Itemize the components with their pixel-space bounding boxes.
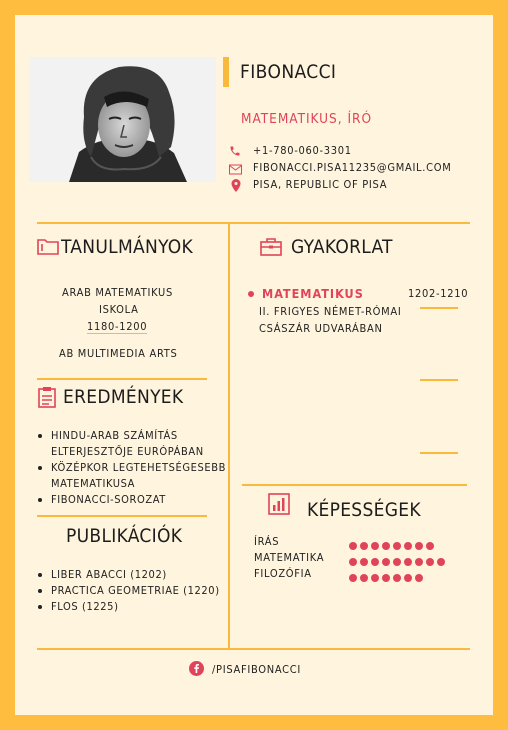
skill-name: MATEMATIKA (254, 551, 325, 564)
skill-name: ÍRÁS (254, 535, 280, 548)
education-line3: AB MULTIMEDIA ARTS (59, 347, 178, 360)
skill-dot (349, 558, 357, 566)
portrait-image (29, 57, 216, 182)
location-text: PISA, REPUBLIC OF PISA (253, 178, 388, 191)
skill-dot (382, 574, 390, 582)
briefcase-icon (260, 237, 282, 260)
skill-dot (349, 574, 357, 582)
phone-icon (229, 142, 241, 161)
exp-tick-2 (420, 379, 458, 381)
list-item: PRACTICA GEOMETRIAE (1220) (37, 583, 227, 599)
skill-dot (393, 558, 401, 566)
skills-divider (242, 484, 467, 486)
skill-dot (404, 574, 412, 582)
skill-dot (426, 558, 434, 566)
skill-dot (371, 574, 379, 582)
list-item: LIBER ABACCI (1202) (37, 567, 227, 583)
education-line2: ISKOLA (99, 303, 139, 316)
exp-tick-3 (420, 452, 458, 454)
bottom-divider (37, 648, 470, 650)
center-divider (228, 222, 230, 649)
skill-dot (360, 558, 368, 566)
achievements-divider (37, 515, 207, 517)
education-years: 1180-1200 (87, 320, 148, 333)
list-item: KÖZÉPKOR LEGTEHETSÉGESEBB MATEMATIKUSA (37, 460, 227, 492)
person-name: FIBONACCI (240, 61, 337, 83)
skill-name: FILOZÓFIA (254, 567, 312, 580)
experience-years: 1202-1210 (408, 287, 469, 300)
exp-tick-1 (420, 307, 458, 309)
skill-dot (404, 558, 412, 566)
skill-dot (349, 542, 357, 550)
clipboard-icon (38, 386, 56, 412)
skill-dot (426, 542, 434, 550)
education-line1: ARAB MATEMATIKUS (62, 286, 173, 299)
skill-dot (382, 558, 390, 566)
skill-dot (393, 542, 401, 550)
skills-heading: KÉPESSÉGEK (307, 499, 421, 521)
publications-list (37, 567, 227, 615)
list-item: FLOS (1225) (37, 599, 227, 615)
experience-role: MATEMATIKUS (262, 286, 364, 301)
skill-dot (415, 558, 423, 566)
skill-dot (371, 542, 379, 550)
name-accent-bar (223, 57, 229, 87)
skill-dot (415, 542, 423, 550)
folder-icon (37, 237, 59, 259)
skill-rating (349, 567, 426, 586)
location-icon (231, 177, 241, 196)
phone-text: +1-780-060-3301 (253, 144, 352, 157)
list-item: FIBONACCI-SOROZAT (37, 492, 227, 508)
achievements-heading: EREDMÉNYEK (63, 386, 184, 408)
skill-dot (393, 574, 401, 582)
achievements-list (37, 428, 227, 508)
skill-dot (404, 542, 412, 550)
experience-bullet (248, 291, 254, 297)
experience-desc2: CSÁSZÁR UDVARÁBAN (259, 322, 383, 335)
skill-dot (415, 574, 423, 582)
skill-dot (437, 558, 445, 566)
experience-desc1: II. FRIGYES NÉMET-RÓMAI (259, 305, 402, 318)
education-divider (37, 378, 207, 380)
education-heading: TANULMÁNYOK (61, 236, 194, 258)
email-link[interactable]: FIBONACCI.PISA11235@GMAIL.COM (253, 161, 452, 174)
chart-icon (268, 493, 290, 519)
person-title: MATEMATIKUS, ÍRÓ (241, 111, 373, 127)
resume-sheet (15, 15, 493, 715)
list-item: HINDU-ARAB SZÁMÍTÁS ELTERJESZTŐJE EURÓPÁBAN (37, 428, 227, 460)
facebook-icon[interactable] (189, 661, 204, 680)
top-divider (37, 222, 470, 224)
publications-heading: PUBLIKÁCIÓK (66, 525, 183, 547)
skill-dot (360, 542, 368, 550)
skill-dot (360, 574, 368, 582)
social-handle[interactable]: /PISAFIBONACCI (212, 663, 301, 676)
experience-heading: GYAKORLAT (291, 236, 393, 258)
skill-dot (371, 558, 379, 566)
skill-dot (382, 542, 390, 550)
